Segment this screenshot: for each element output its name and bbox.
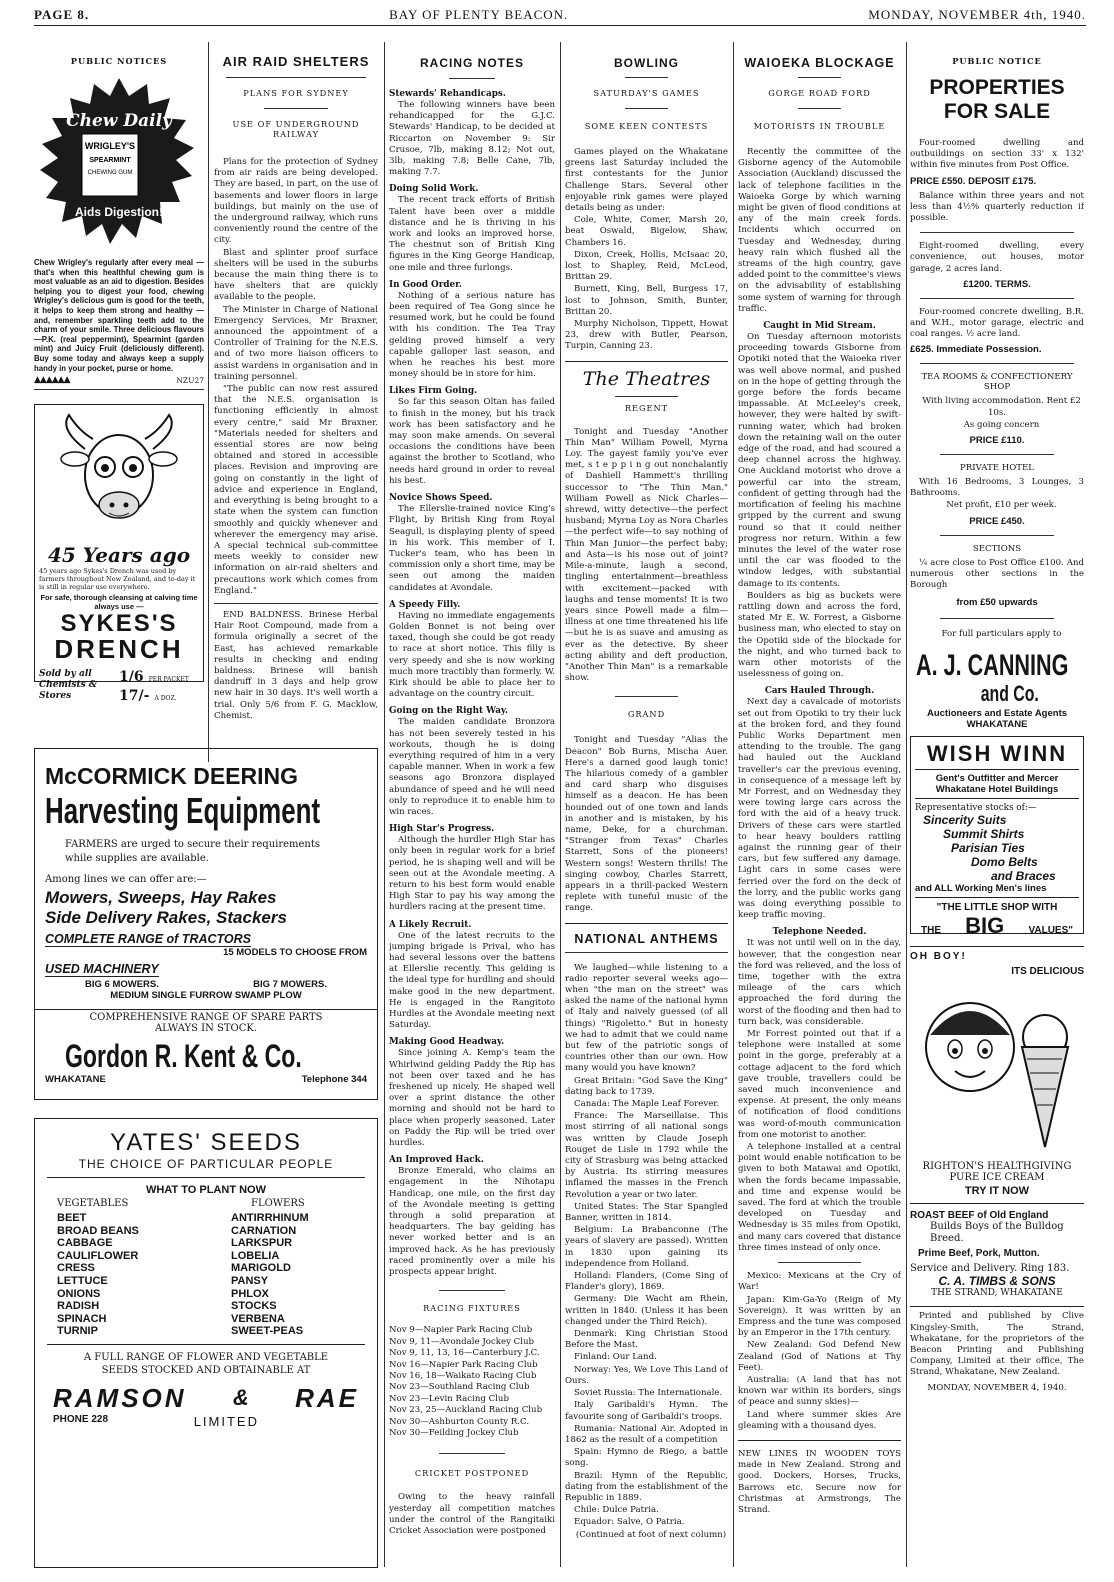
anthem-entry: Germany: Die Wacht am Rhein, written in 1840. (Unless it has been changed under the Third Reich). [565, 1294, 728, 1327]
anthem-entry: Canada: The Maple Leaf Forever. [574, 1099, 720, 1110]
flower-list [191, 1198, 365, 1338]
racing-paragraph: The recent track efforts of British Talent have been over a middle distance and he is thriving in his work and looks an improved horse. The chestnut son of British King figures in the King George Handicap, one mile and three furlongs. [389, 195, 555, 273]
sykes-drench-ad [34, 404, 204, 705]
rakes-line: Side Delivery Rakes, Stackers [45, 908, 287, 927]
section-heading: PUBLIC NOTICES [70, 56, 168, 66]
sykes-name-2: DRENCH [54, 634, 184, 665]
wish-winn-line: Sincerity Suits [923, 813, 1007, 828]
column-bowling [565, 42, 728, 1572]
waioeka-paragraph: Next day a cavalcade of motorists set out from Opotiki to try their luck at the broken ford, and they found Public Works Department men attending to the trouble. The gang had hauled out the Auckland traveller's car the previous evening, in consequence of a message left by Mr Forrest, and on Wednesday they were towing large cars across the ford with the aid of a heavy truck. Drivers of these cars were startled to hear heavy boulders rattling against the running gear of their cars, but few suffered any damage. Light cars in some cases were ferried over the ford on the deck of the lorry, and the public works gang was doing everything possible to keep traffic moving. [738, 697, 901, 921]
anthem-entry: Soviet Russia: The Internationale. [574, 1388, 723, 1399]
column-waioeka [738, 42, 901, 1572]
racing-paragraph: The following winners have been rehandicapped for the G.J.C. Stewards' Handicap, to be decided at Riccarton on November 9: Sir Crusoe, 7lb, making 8.12; Not out, 3lb, making 7.8; Belle Cane, 7lb, making 7.7. [389, 100, 555, 178]
chew-daily-text: Chew Daily [66, 111, 172, 131]
canning-town: WHAKATANE [966, 719, 1028, 731]
continued-note: (Continued at foot of next column) [575, 1529, 727, 1540]
wish-winn-line: Domo Belts [971, 855, 1038, 870]
anthem-entry: Chile: Dulce Patria. [574, 1505, 659, 1516]
listing-price: from £50 upwards [956, 597, 1038, 609]
seed-lists [47, 1198, 365, 1338]
fixture-item: Nov 16—Napier Park Racing Club [389, 1359, 538, 1370]
flower-item: STOCKS [231, 1300, 277, 1313]
vegetable-item: RADISH [57, 1300, 100, 1313]
anthem-entry: Rumania: National Air. Adopted in 1862 as the result of a competition [565, 1423, 728, 1445]
waioeka-paragraph: It was not until well on in the day, however, that the congestion near the ford was relieved, and the loss of time, together with the extra mileage of the cars which approached the ford during the worst of the flooding and then had to turn back, was considerable. [738, 938, 901, 1027]
flower-item: PHLOX [231, 1287, 269, 1300]
waioeka-paragraph: Mr Forrest pointed out that if a telephone were installed at some point in the gorge, preferably at a cottage adjacent to the ford which gave trouble, travellers could be saved much inconvenience and expense. At present, the only means of notification of flood conditions was word-of-mouth communication from one motorist to another. [738, 1029, 901, 1140]
bowling-paragraph: Cole, White, Comer, Marsh 20, beat Oswald, Bigelow, Shaw, Chambers 16. [565, 215, 728, 248]
racing-subhead: Likes Firm Going. [389, 386, 478, 397]
imprint-date: MONDAY, NOVEMBER 4, 1940. [927, 1382, 1067, 1393]
roast-beef-line: ROAST BEEF of Old England [910, 1210, 1049, 1222]
bulldog-line: Builds Boys of the Bulldog Breed. [930, 1221, 1064, 1245]
waioeka-subhead: Caught in Mid Stream. [763, 321, 876, 332]
anthem-entry: Brazil: Hymn of the Republic, dating from the establishment of the Republic in 1889. [565, 1470, 728, 1503]
article-subhead: MOTORISTS IN TROUBLE [753, 121, 886, 131]
delicious-text: ITS DELICIOUS [1011, 966, 1084, 978]
wrigley-flavour: SPEARMINT [89, 157, 131, 164]
wish-winn-line: and ALL Working Men's lines [915, 883, 1079, 898]
sykes-safe: For safe, thorough cleansing at calving time always use — [40, 593, 198, 612]
wrigley-gum: CHEWING GUM [87, 170, 133, 176]
wrigley-copy: Chew Wrigley's regularly after every meal — that's when this healthful chewing gum is most valuable as an aid to digestion. Besides helping you to digest your food, chewing Wrigley's delicious gum is good for the teeth, it helps to keep them strong and healthy — and, remember sparkling teeth add to the charm of your smile. Three delicious flavours—P.K. (real peppermint), Spearmint (garden mint) and Juicy Fruit (deliciously different). Buy some today and always keep a supply handy in your pocket, purse or home. [34, 258, 204, 373]
column-racing [389, 42, 555, 1572]
listing-text: Net profit, £10 per week. [946, 500, 1057, 511]
canning-co: and Co. [980, 681, 1039, 707]
anthem-entry: United States: The Star Spangled Banner, written in 1814. [565, 1201, 728, 1224]
column-rule [560, 42, 561, 1567]
racing-paragraph: Since joining A. Kemp's team the Whirlwind gelding Paddy the Rip has not been over taxed and he has freshened up nicely. He shaped well over a sprint distance the other morning and should not be hard to place when properly seasoned. Later on Paddy the Rip will be tried over hurdles. [389, 1048, 555, 1149]
listing-heading: TEA ROOMS & CONFECTIONERY SHOP [921, 372, 1073, 393]
listing-price: £625. Immediate Possession. [910, 344, 1042, 356]
article-title: WAIOEKA BLOCKAGE [744, 56, 895, 70]
wooden-toys-notice: NEW LINES IN WOODEN TOYS made in New Zealand. Strong and good. Dockers, Horses, Trucks, Barrows etc. Secure now for Christmas at Armstrongs, The Strand. [738, 1448, 901, 1515]
mccormick-title: McCORMICK DEERING [45, 763, 299, 789]
article-subhead: USE OF UNDERGROUND RAILWAY [232, 119, 360, 139]
listing-text: ¼ acre close to Post Office £100. And numerous other sections in the Borough [910, 557, 1084, 591]
anthems-title: NATIONAL ANTHEMS [574, 931, 719, 946]
waioeka-paragraph: On Tuesday afternoon motorists proceeding towards Gisborne from Opotiki noted that the Waioeka river was well above normal, and pushed on in the hope of getting through the gorge before the fords became impassable. At McLeeley's creek, however, they were halted by swift-running water, which had broken down the retaining wall on the outer edge of the road, and had scoured a deep channel across the highway. One Auckland motorist who drove a powerful car into the stream, confident of getting through had the mortification of feeling his machine gripped by the current and swung round so that it could neither progress nor return. Within a few minutes the level of the water rose until the car was flooded to the window ledges, with substantial damage to its contents. [738, 332, 901, 589]
listing-price: PRICE £550. DEPOSIT £175. [910, 175, 1037, 187]
wish-winn-name: WISH WINN [915, 741, 1079, 770]
vegetable-item: CRESS [57, 1262, 95, 1275]
fixture-item: Nov 23—Levin Racing Club [389, 1393, 509, 1404]
page-number: PAGE 8. [34, 6, 90, 22]
ampersand: & [232, 1385, 249, 1411]
anthems-paragraph: We laughed—while listening to a radio reporter several weeks ago—when "the man on the street" was asked the name of the national hymn of Italy and naively guessed (of all things) "Rigoletto." But in honesty we had to admit that we could name but few of the patriotic songs of countries other than our own. How many would you have known? [565, 962, 728, 1074]
racing-subhead: Doing Solid Work. [389, 184, 479, 195]
flower-item: LARKSPUR [231, 1237, 293, 1250]
sykes-price-dozen: 17/- [119, 688, 150, 705]
service-line: Service and Delivery. Ring 183. [910, 1263, 1070, 1275]
fixture-item: Nov 23, 25—Auckland Racing Club [389, 1405, 543, 1416]
gordon-kent: Gordon R. Kent & Co. [65, 1038, 302, 1074]
anthem-entry: Norway: Yes, We Love This Land of Ours. [565, 1364, 728, 1386]
vegetables-heading: VEGETABLES [57, 1198, 129, 1209]
anthem-entry: France: The Marseillaise. This most stirring of all national songs was written by Claude Joseph Rouget de Lisle in 1792 while the city of Strasburg was being attacked by Austria. Its stirring measures inflamed the masses in the French Revolution a year or two later. [565, 1111, 728, 1200]
fixture-item: Nov 9—Napier Park Racing Club [389, 1325, 533, 1336]
flower-item: PANSY [231, 1274, 269, 1287]
yates-footer [47, 1414, 365, 1429]
vegetable-item: LETTUCE [57, 1274, 108, 1287]
anthem-entry: Spain: Hymno de Riego, a battle song. [565, 1447, 728, 1469]
try-it-now: TRY IT NOW [964, 1185, 1030, 1198]
article-subhead: PLANS FOR SYDNEY [243, 88, 349, 98]
ramson-name: RAMSON [53, 1382, 187, 1413]
article-paragraph: "The public can now rest assured that the N.E.S. organisation is functioning efficiently in almost every centre," said Mr Braxner. "Materials needed for shelters and essential stores are now being obtained and stored in accessible places. Revision and improving are going on constantly in the light of advice and experience in England, and everything is being brought to a state when the system can function smoothly and quickly whenever and wherever the emergency may arise. A special technical sub-committee meets weekly to consider new information on air-raid shelters and precautions work which comes from England." [214, 384, 378, 596]
baldness-notice: END BALDNESS. Brinese Herbal Hair Root Compound, made from a formula originally a secret of the East, has achieved remarkable results in checking and ending baldness. Brinese will banish dandruff in 3 days and help grow new hair in 30 days. It's well worth a trial. Only 5/6 from F. G. Macklow, Chemist. [214, 609, 378, 721]
wrigley-footer: ▲▲▲▲▲▲ NZU27 [34, 375, 204, 386]
listing-text: As going concern [963, 419, 1040, 430]
listing-heading: SECTIONS [972, 543, 1022, 554]
sykes-price-packet: 1/6 [119, 669, 144, 686]
wish-winn-hotel: Whakatane Hotel Buildings [915, 784, 1079, 799]
racing-paragraph: Although the hurdler High Star has only been in regular work for a brief period, he is shaping well and will be seen out at the Avondale meeting. A return to his best form would enable High Star to pay his way among the hurdlers racing at the present time. [389, 835, 555, 913]
racing-paragraph: Having no immediate engagements Golden Bonnet is not being over taxed, though she could be got ready to race at short notice. This filly is very speedy and she is now working much more tractibly than formerly. W. Kirk should be able to place her to advantage on the country circuit. [389, 610, 555, 700]
canning-auctioneers: Auctioneers and Estate Agents [926, 708, 1068, 720]
anthem-entry: Finland: Our Land. [574, 1352, 657, 1363]
masthead [34, 4, 1086, 26]
column-public-notices [34, 42, 204, 762]
vegetable-item: BEET [57, 1212, 87, 1224]
used-machinery: USED MACHINERY [45, 962, 159, 976]
listing-text: Eight-roomed dwelling, every convenience, out houses, motor garage, 2 acres land. [910, 241, 1084, 274]
paper-name: BAY OF PLENTY BEACON. [389, 6, 569, 22]
racing-subhead: A Likely Recruit. [389, 919, 472, 930]
article-subhead: GORGE ROAD FORD [768, 88, 871, 98]
regent-heading: REGENT [624, 402, 669, 413]
listing-price: PRICE £110. [969, 435, 1025, 447]
apply-text: For full particulars apply to [941, 629, 1062, 640]
ramson-limited: LIMITED [193, 1413, 259, 1429]
issue-date: MONDAY, NOVEMBER 4th, 1940. [868, 6, 1086, 22]
bowling-paragraph: Games played on the Whakatane greens last Saturday included the first contestants for the Junior Challenge Stars. Several other enjoyable rink games were played details being as under: [565, 147, 728, 214]
mccormick-footer [34, 1010, 378, 1100]
kent-town: WHAKATANE [45, 1074, 106, 1085]
waioeka-paragraph: A telephone installed at a central point would enable notification to be given to both Matawai and Opotiki, when the fords became impassable, and time and expense would be saved. The ford at which the trouble developed on Tuesday and Wednesday is 35 miles from Opotiki, and many cars covered that distance three times instead of only once. [738, 1142, 901, 1253]
vegetable-item: CABBAGE [57, 1237, 113, 1250]
regent-paragraph: Tonight and Tuesday "Another Thin Man" William Powell, Myrna Loy. The gayest family you've ever met, s t e p p i n g out nonchalantly of Dashiell Hammett's thrilling successor to "The Thin Man." William Powell as Nick Charles—shrewd, witty detective—the perfect husband; Myrna Loy as Nora Charles—the perfect wife—to say nothing of Thin Man Junior—the perfect baby; and Asta—is his nose out of joint? Mile-a-minute, laugh a second, tingling entertainment—breathless with excitement—packed with laughs and tense moments! It is two years since Powell made a film—illness at one time threatened his life—but he is as suave and amusing as ever as the detective. By sheer acting ability and deft production, "Another Thin Man" is a remarkable show. [565, 426, 728, 684]
listing-text: Four-roomed dwelling and outbuildings on section 33' x 132' within five minutes from Post Office. [910, 138, 1084, 171]
listing-text: With living accommodation. Rent £2 10s. [922, 396, 1081, 418]
kent-contact-row [45, 1074, 367, 1085]
anthem-entry: Japan: Kim-Ga-Yo (Reign of My Sovereign). It was written by an Empress and the tune was composed by an Emperor in the 17th century. [738, 1294, 901, 1339]
swamp-plow: MEDIUM SINGLE FURROW SWAMP PLOW [110, 990, 302, 1001]
little-shop-big: BIG [965, 913, 1005, 939]
yates-seeds-ad [34, 1118, 378, 1568]
vegetable-list [47, 1198, 191, 1338]
column-public-notice [910, 42, 1084, 1572]
what-to-plant: WHAT TO PLANT NOW [146, 1184, 266, 1196]
column-air-raid [214, 42, 378, 762]
wish-winn-gents: Gent's Outfitter and Mercer [935, 773, 1059, 785]
sykes-name-1: SYKES'S [60, 610, 178, 638]
properties-heading: PROPERTIES [929, 76, 1065, 99]
anthem-entry: Mexico: Mexicans at the Cry of War! [738, 1271, 901, 1293]
flower-item: SWEET-PEAS [231, 1325, 304, 1338]
cricket-title: CRICKET POSTPONED [414, 1468, 530, 1479]
grand-paragraph: Tonight and Tuesday "Alias the Deacon" Bob Burns, Mischa Auer. Here's a darned good laugh tonic! The hilarious comedy of a gambler and card sharp who disguises himself as a deacon. He has been hounded out of one town and lands in another and is mistaken, by his name, Deke, for a churchman. "Stranger from Texas" Charles Starrett, Sons of the pioneers! Western songs! Western thrills! The singing cowboy, Charles Starrett, appears in a thrill-packed Western replete with tuneful music of the range. [565, 735, 728, 914]
listing-text: Balance within three years and not less than 4½% quarterly reduction if possible. [910, 190, 1084, 224]
racing-subhead: In Good Order. [389, 279, 462, 290]
racing-subhead: High Star's Progress. [389, 824, 495, 835]
fixture-item: Nov 16, 18—Waikato Racing Club [389, 1370, 537, 1381]
ramson-rae-row [47, 1383, 365, 1414]
timbs-name: C. A. TIMBS & SONS [938, 1274, 1056, 1289]
in-stock: ALWAYS IN STOCK. [154, 1023, 258, 1034]
mowers-row [45, 979, 367, 990]
righton-line: RIGHTON'S HEALTHGIVING [922, 1161, 1072, 1173]
vegetable-item: CAULIFLOWER [57, 1249, 139, 1262]
big-6-mowers: BIG 6 MOWERS. [85, 979, 159, 990]
grand-heading: GRAND [627, 709, 666, 720]
racing-subhead: Making Good Headway. [389, 1037, 505, 1048]
fixture-item: Nov 9, 11, 13, 16—Canterbury J.C. [389, 1348, 540, 1359]
racing-paragraph: Nothing of a serious nature has been required of Tea Gong since he resumed work, but he could be found with his condition. The Tea Tray gelding proved himself a very capable galloper last season, and when he reaches his best more money should be in store for him. [389, 290, 555, 380]
imprint-text: Printed and published by Clive Kingsley-Smith, The Strand, Whakatane, for the proprietors of the Beacon Printing and Publishing Company, Limited at their office, The Strand, Whakatane, New Zealand. [910, 1311, 1084, 1378]
anthem-entry: Holland: Flanders, (Come Sing of Flander's glory), 1869. [565, 1271, 728, 1293]
fixture-item: Nov 30—Ashburton County R.C. [389, 1416, 530, 1427]
flowers-heading: FLOWERS [251, 1198, 305, 1209]
wrigley-starburst [34, 74, 204, 254]
vegetable-item: TURNIP [57, 1325, 98, 1338]
for-sale-heading: FOR SALE [943, 100, 1051, 123]
article-paragraph: The Minister in Charge of National Emergency Services, Mr Braxner, announced the appointment of a Controller of Training for the N.E.S. and of two more liaison officers to assist wardens in organisation and in training personnel. [214, 304, 378, 382]
wish-winn-line: Parisian Ties [951, 841, 1025, 856]
bowling-paragraph: Dixon, Creek, Hollis, McIsaac 20, lost to Shapley, Reid, McLeod, Brittan 29. [565, 249, 728, 283]
harvesting-equipment: Harvesting Equipment [45, 790, 321, 831]
wrigley-brand: WRIGLEY'S [84, 141, 136, 151]
sykes-sold: Sold by all Chemists & Stores [39, 668, 97, 701]
farmers-text: FARMERS are urged to secure their requirements while supplies are available. [65, 839, 321, 864]
ramson-phone: PHONE 228 [53, 1413, 109, 1425]
ice-cream-line: PURE ICE CREAM [949, 1172, 1045, 1184]
anthem-entry: Great Britain: "God Save the King" dating back to 1739. [565, 1075, 728, 1097]
flower-item: ANTIRRHINUM [231, 1212, 309, 1224]
fixture-item: Nov 23—Southland Racing Club [389, 1382, 530, 1393]
article-subhead: SOME KEEN CONTESTS [584, 121, 709, 131]
racing-subhead: An Improved Hack. [389, 1155, 484, 1166]
big-values-row [915, 913, 1079, 939]
anthem-entry: Denmark: King Christian Stood Before the Mast. [565, 1329, 728, 1351]
sykes-per-dozen: A DOZ. [154, 695, 177, 703]
article-title: RACING NOTES [419, 56, 524, 70]
oh-boy-text: OH BOY! [910, 951, 967, 963]
theatres-heading: The Theatres [582, 367, 711, 390]
rae-name: RAE [295, 1382, 359, 1413]
article-paragraph: Plans for the protection of Sydney from air raids are being developed. They are based, in part, on the use of basements and lower floors in large buildings, but mainly on the use of the underground railway, which runs conveniently round the centre of the city. [214, 157, 378, 246]
racing-subhead: A Speedy Filly. [389, 599, 461, 610]
racing-paragraph: Bronze Emerald, who claims an engagement in the Nihotapu Handicap, one mile, on the first day of the Avondale meeting is getting through a solid preparation at headquarters. The bay gelding has never worked better and is an improved hack. As he has previously raced prominently over a mile his prospects appear bright. [389, 1166, 555, 1278]
ice-cream-illustration [910, 977, 1084, 1157]
flower-item: CARNATION [231, 1224, 297, 1237]
waioeka-subhead: Cars Hauled Through. [764, 686, 875, 697]
article-title: AIR RAID SHELTERS [222, 54, 370, 69]
spare-parts: COMPREHENSIVE RANGE OF SPARE PARTS [89, 1012, 323, 1023]
wrigley-ad [34, 74, 204, 390]
racing-subhead: Novice Shows Speed. [389, 493, 493, 504]
timbs-address: THE STRAND, WHAKATANE [931, 1288, 1063, 1299]
waioeka-paragraph: Boulders as big as buckets were rattling down and across the ford, stated Mr E. W. Forrest, a Gisborne business man, who elected to stay on the Opotiki side of the blockade for the night, and who turned back to warn other motorists of the uselessness of going on. [738, 590, 901, 680]
anthem-entry: New Zealand: God Defend New Zealand (God of Nations at Thy Feet). [738, 1340, 901, 1373]
sykes-per-packet: PER PACKET [148, 676, 189, 684]
anthem-entry: Italy Garibaldi's Hymn. The favourite song of Garibaldi's troops. [565, 1400, 728, 1422]
racing-paragraph: So far this season Oltan has failed to finish in the money, but his track work has been satisfactory and he may soon make amends. On several occasions the conditions have been against the brother to Scotland, who needs hard ground in order to reveal his best. [389, 397, 555, 486]
flower-item: MARIGOLD [231, 1262, 291, 1275]
prime-beef-line: Prime Beef, Pork, Mutton. [918, 1248, 1040, 1260]
fixtures-title: RACING FIXTURES [423, 1303, 521, 1314]
waioeka-paragraph: Recently the committee of the Gisborne agency of the Automobile Association (Auckland) discussed the lack of telephone facilities in the Waioeka Gorge by which warning might be given of flood conditions at any of the main creek fords. Incidents which occurred on Tuesday and Wednesday, during heavy rain which flushed all the streams of the high country, gave added point to the committee's views on the advisability of establishing some system of warning for through traffic. [738, 147, 901, 314]
fixtures-list [389, 1325, 555, 1439]
fixture-item: Nov 30—Feilding Jockey Club [389, 1427, 519, 1438]
anthem-entry: Australia: (A land that has not known war within its borders, sings of peace and sunny skies)— [738, 1374, 901, 1408]
full-range: A FULL RANGE OF FLOWER AND VEGETABLE SEEDS STOCKED AND OBTAINABLE AT [83, 1351, 329, 1376]
vegetable-item: ONIONS [57, 1287, 101, 1300]
aids-digestion-text: Aids Digestion! [74, 205, 164, 219]
column-rule [733, 42, 734, 1567]
models-line: 15 MODELS TO CHOOSE FROM [223, 947, 367, 958]
column-rule [384, 42, 385, 1567]
vegetable-item: BROAD BEANS [57, 1224, 139, 1237]
kent-phone: Telephone 344 [301, 1074, 367, 1085]
cow-illustration [39, 409, 199, 539]
article-title: BOWLING [614, 56, 679, 70]
column-rule [208, 42, 209, 762]
listing-text: With 16 Bedrooms, 3 Lounges, 3 Bathrooms. [910, 477, 1084, 499]
little-shop-the: THE [921, 925, 941, 937]
anthem-entry: Belgium: La Brabanconne (The years of slavery are passed). Written in 1830 upon gaining its independence from Holland. [565, 1225, 728, 1269]
listing-price: £1200. TERMS. [963, 278, 1031, 290]
among-lines: Among lines we can offer are:— [45, 874, 207, 885]
tractors-line: COMPLETE RANGE of TRACTORS [45, 932, 252, 946]
section-heading: PUBLIC NOTICE [952, 56, 1042, 66]
waioeka-subhead: Telephone Needed. [772, 927, 867, 938]
anthem-entry: Equador: Salve, O Patria. [574, 1517, 685, 1528]
bowling-paragraph: Burnett, King, Bell, Burgess 17, lost to Johnson, Smith, Bunter, Brittan 20. [565, 284, 728, 317]
yates-title: YATES' SEEDS [110, 1129, 302, 1156]
flower-item: LOBELIA [231, 1249, 280, 1262]
bowling-paragraph: Murphy Nicholson, Tippett, Howat 23, drew with Butler, Pearson, Turpin, Canning 23. [565, 319, 728, 352]
flower-item: VERBENA [231, 1312, 285, 1325]
racing-subhead: Going on the Right Way. [389, 706, 509, 717]
sykes-price-row [39, 666, 199, 704]
canning-name: A. J. CANNING [916, 649, 1069, 683]
little-shop-line: "THE LITTLE SHOP WITH [936, 902, 1058, 914]
mccormick-deering-ad [34, 748, 378, 1010]
wish-winn-ad [910, 736, 1084, 939]
racing-paragraph: The Ellerslie-trained novice King's Flight, by British King from Royal Seagull, is displaying plenty of speed in his work. This member of I. Tucker's team, who has been in commission only a short time, may be seen out among the maiden candidates at Avondale. [389, 504, 555, 593]
years-ago-text: 45 Years ago [47, 543, 191, 568]
wish-winn-line: and Braces [991, 869, 1056, 884]
vegetable-item: SPINACH [57, 1312, 107, 1325]
anthem-entry: Land where summer skies Are gleaming with a thousand dyes. [738, 1409, 901, 1431]
wish-winn-line: Summit Shirts [943, 827, 1025, 842]
racing-paragraph: One of the latest recruits to the jumping brigade is Prival, who has had several lessons over the battens at Ellerslie recently. This gelding is the ideal type for hurdling and should make good in the new department. He is engaged in the Rangitoto Hurdles at the Avondale meeting next Saturday. [389, 930, 555, 1031]
article-paragraph: Blast and splinter proof surface shelters will be used in the suburbs because the main thing there is to have shelters that are quickly available to the people. [214, 247, 378, 303]
fixture-item: Nov 9, 11—Avondale Jockey Club [389, 1336, 535, 1347]
sykes-history: 45 years ago Sykes's Drench was used by farmers throughout New Zealand, and to-day it is still in regular use everywhere. [39, 567, 196, 592]
little-shop-values: VALUES" [1028, 925, 1073, 937]
yates-subtitle: THE CHOICE OF PARTICULAR PEOPLE [78, 1157, 334, 1171]
cricket-paragraph: Owing to the heavy rainfall yesterday all competition matches under the control of the Rangitaiki Cricket Association were postponed [389, 1492, 555, 1536]
listing-text: Four-roomed concrete dwelling, B.R. and W.H., motor garage, electric and coal ranges. ½ acre land. [910, 306, 1084, 340]
wish-winn-rep: Representative stocks of:— [915, 803, 1037, 814]
racing-subhead: Stewards' Rehandicaps. [389, 89, 506, 99]
big-7-mowers: BIG 7 MOWERS. [253, 979, 327, 990]
racing-paragraph: The maiden candidate Bronzora has not been severely tested in his workouts, though he is doing everything required of him in a very capable manner. When in work a few seasons ago Bronzora displayed abundance of speed and he will need only to reproduce it to enable him to win races. [389, 717, 555, 817]
column-rule [906, 42, 907, 1567]
wrigley-code: NZU27 [176, 375, 204, 385]
mowers-line: Mowers, Sweeps, Hay Rakes [45, 888, 277, 907]
listing-heading: PRIVATE HOTEL [960, 463, 1034, 474]
article-subhead: SATURDAY'S GAMES [593, 88, 700, 98]
listing-price: PRICE £450. [969, 515, 1025, 527]
